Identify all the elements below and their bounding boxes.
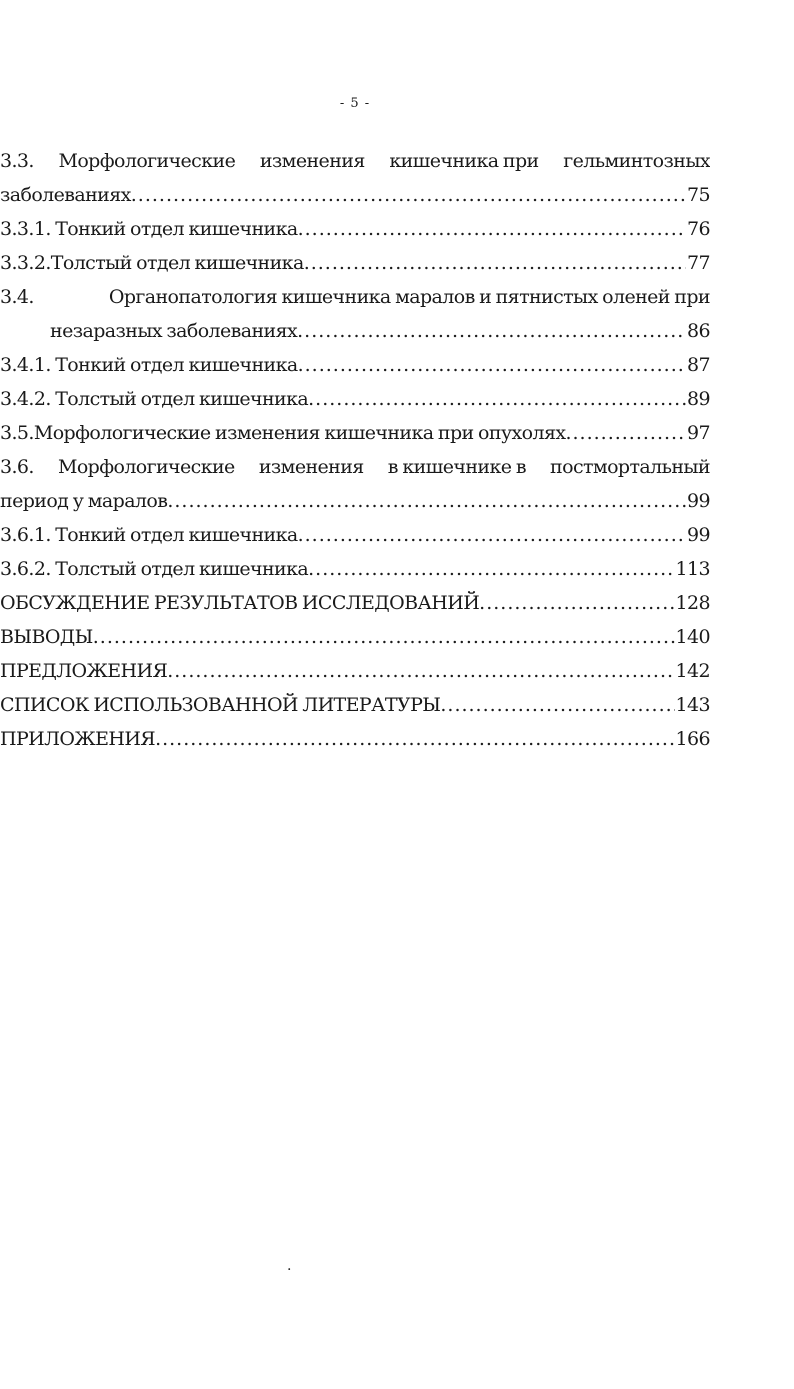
toc-line	[0, 314, 710, 348]
toc-entry-title: ВЫВОДЫ	[0, 626, 93, 648]
dot-leader	[304, 246, 686, 280]
toc-page-number: 166	[675, 728, 710, 750]
toc-line	[0, 212, 710, 246]
dot-leader	[298, 212, 686, 246]
dot-leader	[155, 722, 674, 756]
toc-word: в кишечнике в	[387, 456, 526, 478]
toc-page-number: 140	[675, 626, 710, 648]
dot-leader	[565, 416, 686, 450]
dot-leader	[308, 552, 674, 586]
toc-line	[0, 484, 710, 518]
toc-entry-title: 3.4.2. Толстый отдел кишечника	[0, 388, 309, 410]
toc-page-number: 87	[687, 354, 710, 376]
toc-line	[0, 280, 710, 314]
toc-line	[0, 722, 710, 756]
dot-leader	[308, 382, 686, 416]
toc-entry-title: 3.6.2. Толстый отдел кишечника	[0, 558, 309, 580]
toc-page-number: 142	[675, 660, 710, 682]
dot-leader	[298, 518, 686, 552]
dot-leader	[297, 314, 686, 348]
toc-word: кишечника при	[389, 150, 539, 172]
dot-leader	[131, 178, 686, 212]
toc-entry-title: 3.6.1. Тонкий отдел кишечника	[0, 524, 298, 546]
dot-leader	[167, 654, 674, 688]
toc-page-number: 128	[675, 592, 710, 614]
toc-page-number: 99	[687, 490, 710, 512]
toc-line	[0, 450, 710, 484]
toc-word: 3.6.	[0, 456, 34, 478]
toc-line	[0, 586, 710, 620]
toc-word: гельминтозных	[563, 150, 710, 172]
toc-page-number: 75	[687, 184, 710, 206]
dot-leader	[93, 620, 675, 654]
toc-page-number: 89	[687, 388, 710, 410]
toc-word: 3.3.	[0, 150, 34, 172]
toc-line	[0, 178, 710, 212]
toc-entry-title: 3.5.Морфологические изменения кишечника при опухолях	[0, 422, 566, 444]
toc-line	[0, 688, 710, 722]
toc-word: Морфологические	[58, 150, 236, 172]
toc-page-number: 77	[687, 252, 710, 274]
toc-word: изменения	[259, 150, 365, 172]
page-number: - 5 -	[339, 96, 371, 111]
toc-entry-title: ПРЕДЛОЖЕНИЯ	[0, 660, 168, 682]
toc-word: Морфологические	[57, 456, 235, 478]
toc-entry-title: 3.4.1. Тонкий отдел кишечника	[0, 354, 298, 376]
toc-page-number: 99	[687, 524, 710, 546]
toc-line	[0, 246, 710, 280]
toc-entry-title: незаразных заболеваниях	[50, 320, 298, 342]
toc-entry-title: период у маралов	[0, 490, 168, 512]
toc-line	[0, 382, 710, 416]
toc-line	[0, 518, 710, 552]
toc-line	[0, 620, 710, 654]
toc-entry-title: СПИСОК ИСПОЛЬЗОВАННОЙ ЛИТЕРАТУРЫ	[0, 694, 441, 716]
dot-leader	[440, 688, 674, 722]
toc-word: изменения	[258, 456, 364, 478]
toc-page-number: 76	[687, 218, 710, 240]
table-of-contents	[0, 144, 710, 756]
toc-entry-title: ОБСУЖДЕНИЕ РЕЗУЛЬТАТОВ ИССЛЕДОВАНИЙ	[0, 592, 480, 614]
toc-entry-title: 3.3.1. Тонкий отдел кишечника	[0, 218, 298, 240]
toc-page-number: 143	[675, 694, 710, 716]
dot-leader	[479, 586, 674, 620]
toc-page-number: 86	[687, 320, 710, 342]
toc-line	[0, 552, 710, 586]
toc-entry-title: 3.3.2.Толстый отдел кишечника	[0, 252, 304, 274]
toc-entry-title: заболеваниях	[0, 184, 131, 206]
stray-mark: .	[287, 1258, 292, 1274]
toc-word: 3.4.	[0, 286, 34, 308]
toc-entry-title: ПРИЛОЖЕНИЯ	[0, 728, 156, 750]
dot-leader	[298, 348, 686, 382]
toc-line	[0, 416, 710, 450]
toc-word: Органопатология кишечника маралов и пятнистых оленей при	[108, 286, 710, 308]
toc-page-number: 97	[687, 422, 710, 444]
toc-line	[0, 654, 710, 688]
toc-word: постмортальный	[550, 456, 710, 478]
dot-leader	[167, 484, 686, 518]
toc-line	[0, 144, 710, 178]
toc-line	[0, 348, 710, 382]
toc-page-number: 113	[675, 558, 710, 580]
